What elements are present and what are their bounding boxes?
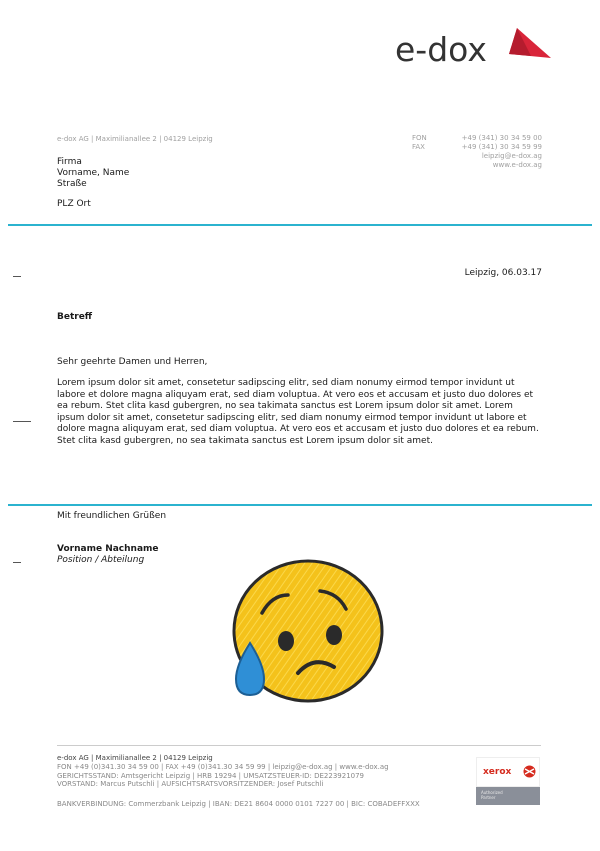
contact-row-email bbox=[412, 152, 542, 161]
body-divider bbox=[8, 504, 592, 506]
contact-website[interactable]: www.e-dox.ag bbox=[492, 161, 542, 169]
letter-date: Leipzig, 06.03.17 bbox=[464, 268, 542, 278]
logo-triangle-icon bbox=[507, 28, 553, 64]
footer-board: VORSTAND: Marcus Putschli | AUFSICHTSRATSVORSITZENDER: Josef Putschli bbox=[57, 780, 324, 788]
xerox-wordmark: xerox bbox=[483, 767, 512, 777]
letter-salutation: Sehr geehrte Damen und Herren, bbox=[57, 357, 208, 367]
footer-company: e-dox AG | Maximilianallee 2 | 04129 Leipzig bbox=[57, 754, 213, 762]
footer-divider bbox=[57, 745, 541, 746]
contact-row-phone bbox=[412, 134, 542, 143]
contact-row-web bbox=[412, 161, 542, 170]
contact-label bbox=[412, 152, 452, 161]
contact-label: FON bbox=[412, 134, 427, 142]
contact-value: +49 (341) 30 34 59 00 bbox=[461, 134, 542, 142]
company-logo bbox=[395, 28, 555, 72]
footer-register: GERICHTSSTAND: Amtsgericht Leipzig | HRB 19294 | UMSATZSTEUER-ID: DE223921079 bbox=[57, 771, 365, 780]
recipient-address bbox=[57, 157, 129, 210]
letter-body: Lorem ipsum dolor sit amet, consetetur sadipscing elitr, sed diam nonumy eirmod tempor invidunt ut labore et dolore magna aliquyam erat, sed diam voluptua. At vero eos et accusam et justo duo dolores et ea rebum. Stet clita kasd gubergren, no sea takimata sanctus est Lorem ipsum dolor sit amet. Lorem ipsum dolor sit amet, consetetur sadipscing elitr, sed diam nonumy eirmod tempor invidunt ut labore et dolore magna aliquyam erat, sed diam voluptua. At vero eos et accusam et justo duo dolores et ea rebum. Stet clita kasd gubergren, no sea takimata sanctus est Lorem ipsum dolor sit amet. bbox=[57, 378, 539, 446]
letter-subject: Betreff bbox=[57, 312, 93, 322]
recipient-company: Firma bbox=[57, 157, 82, 167]
contact-block bbox=[412, 134, 542, 170]
fold-mark bbox=[13, 562, 21, 563]
xerox-partner-badge bbox=[476, 757, 540, 805]
footer-contact: FON +49 (0)341.30 34 59 00 | FAX +49 (0)341.30 34 59 99 | leipzig@e-dox.ag | www.e-dox.ag bbox=[57, 763, 389, 771]
recipient-name: Vorname, Name bbox=[57, 168, 130, 178]
recipient-street: Straße bbox=[57, 179, 87, 189]
contact-email[interactable]: leipzig@e-dox.ag bbox=[481, 152, 542, 160]
recipient-city: PLZ Ort bbox=[57, 199, 91, 209]
signature-position: Position / Abteilung bbox=[57, 555, 145, 565]
sad-sweat-face-icon bbox=[222, 555, 390, 707]
sender-address-line: e-dox AG | Maximilianallee 2 | 04129 Leipzig bbox=[57, 135, 213, 143]
punch-mark bbox=[13, 421, 31, 422]
contact-label: FAX bbox=[412, 143, 425, 151]
header-divider bbox=[8, 224, 592, 226]
contact-label bbox=[412, 161, 452, 170]
footer-bank: BANKVERBINDUNG: Commerzbank Leipzig | IBAN: DE21 8604 0000 0101 7227 00 | BIC: COBADEFFXXX bbox=[57, 799, 420, 808]
xerox-sub-1: Authorized bbox=[481, 790, 503, 795]
fold-mark bbox=[13, 276, 21, 277]
xerox-sphere-icon bbox=[523, 765, 536, 778]
contact-value: +49 (341) 30 34 59 99 bbox=[461, 143, 542, 151]
signature-name: Vorname Nachname bbox=[57, 544, 159, 554]
letter-closing: Mit freundlichen Grüßen bbox=[57, 511, 167, 521]
contact-row-fax bbox=[412, 143, 542, 152]
logo-wordmark: e-dox bbox=[395, 30, 487, 69]
xerox-sub-2: Partner bbox=[481, 795, 496, 800]
letter-footer bbox=[57, 754, 457, 808]
